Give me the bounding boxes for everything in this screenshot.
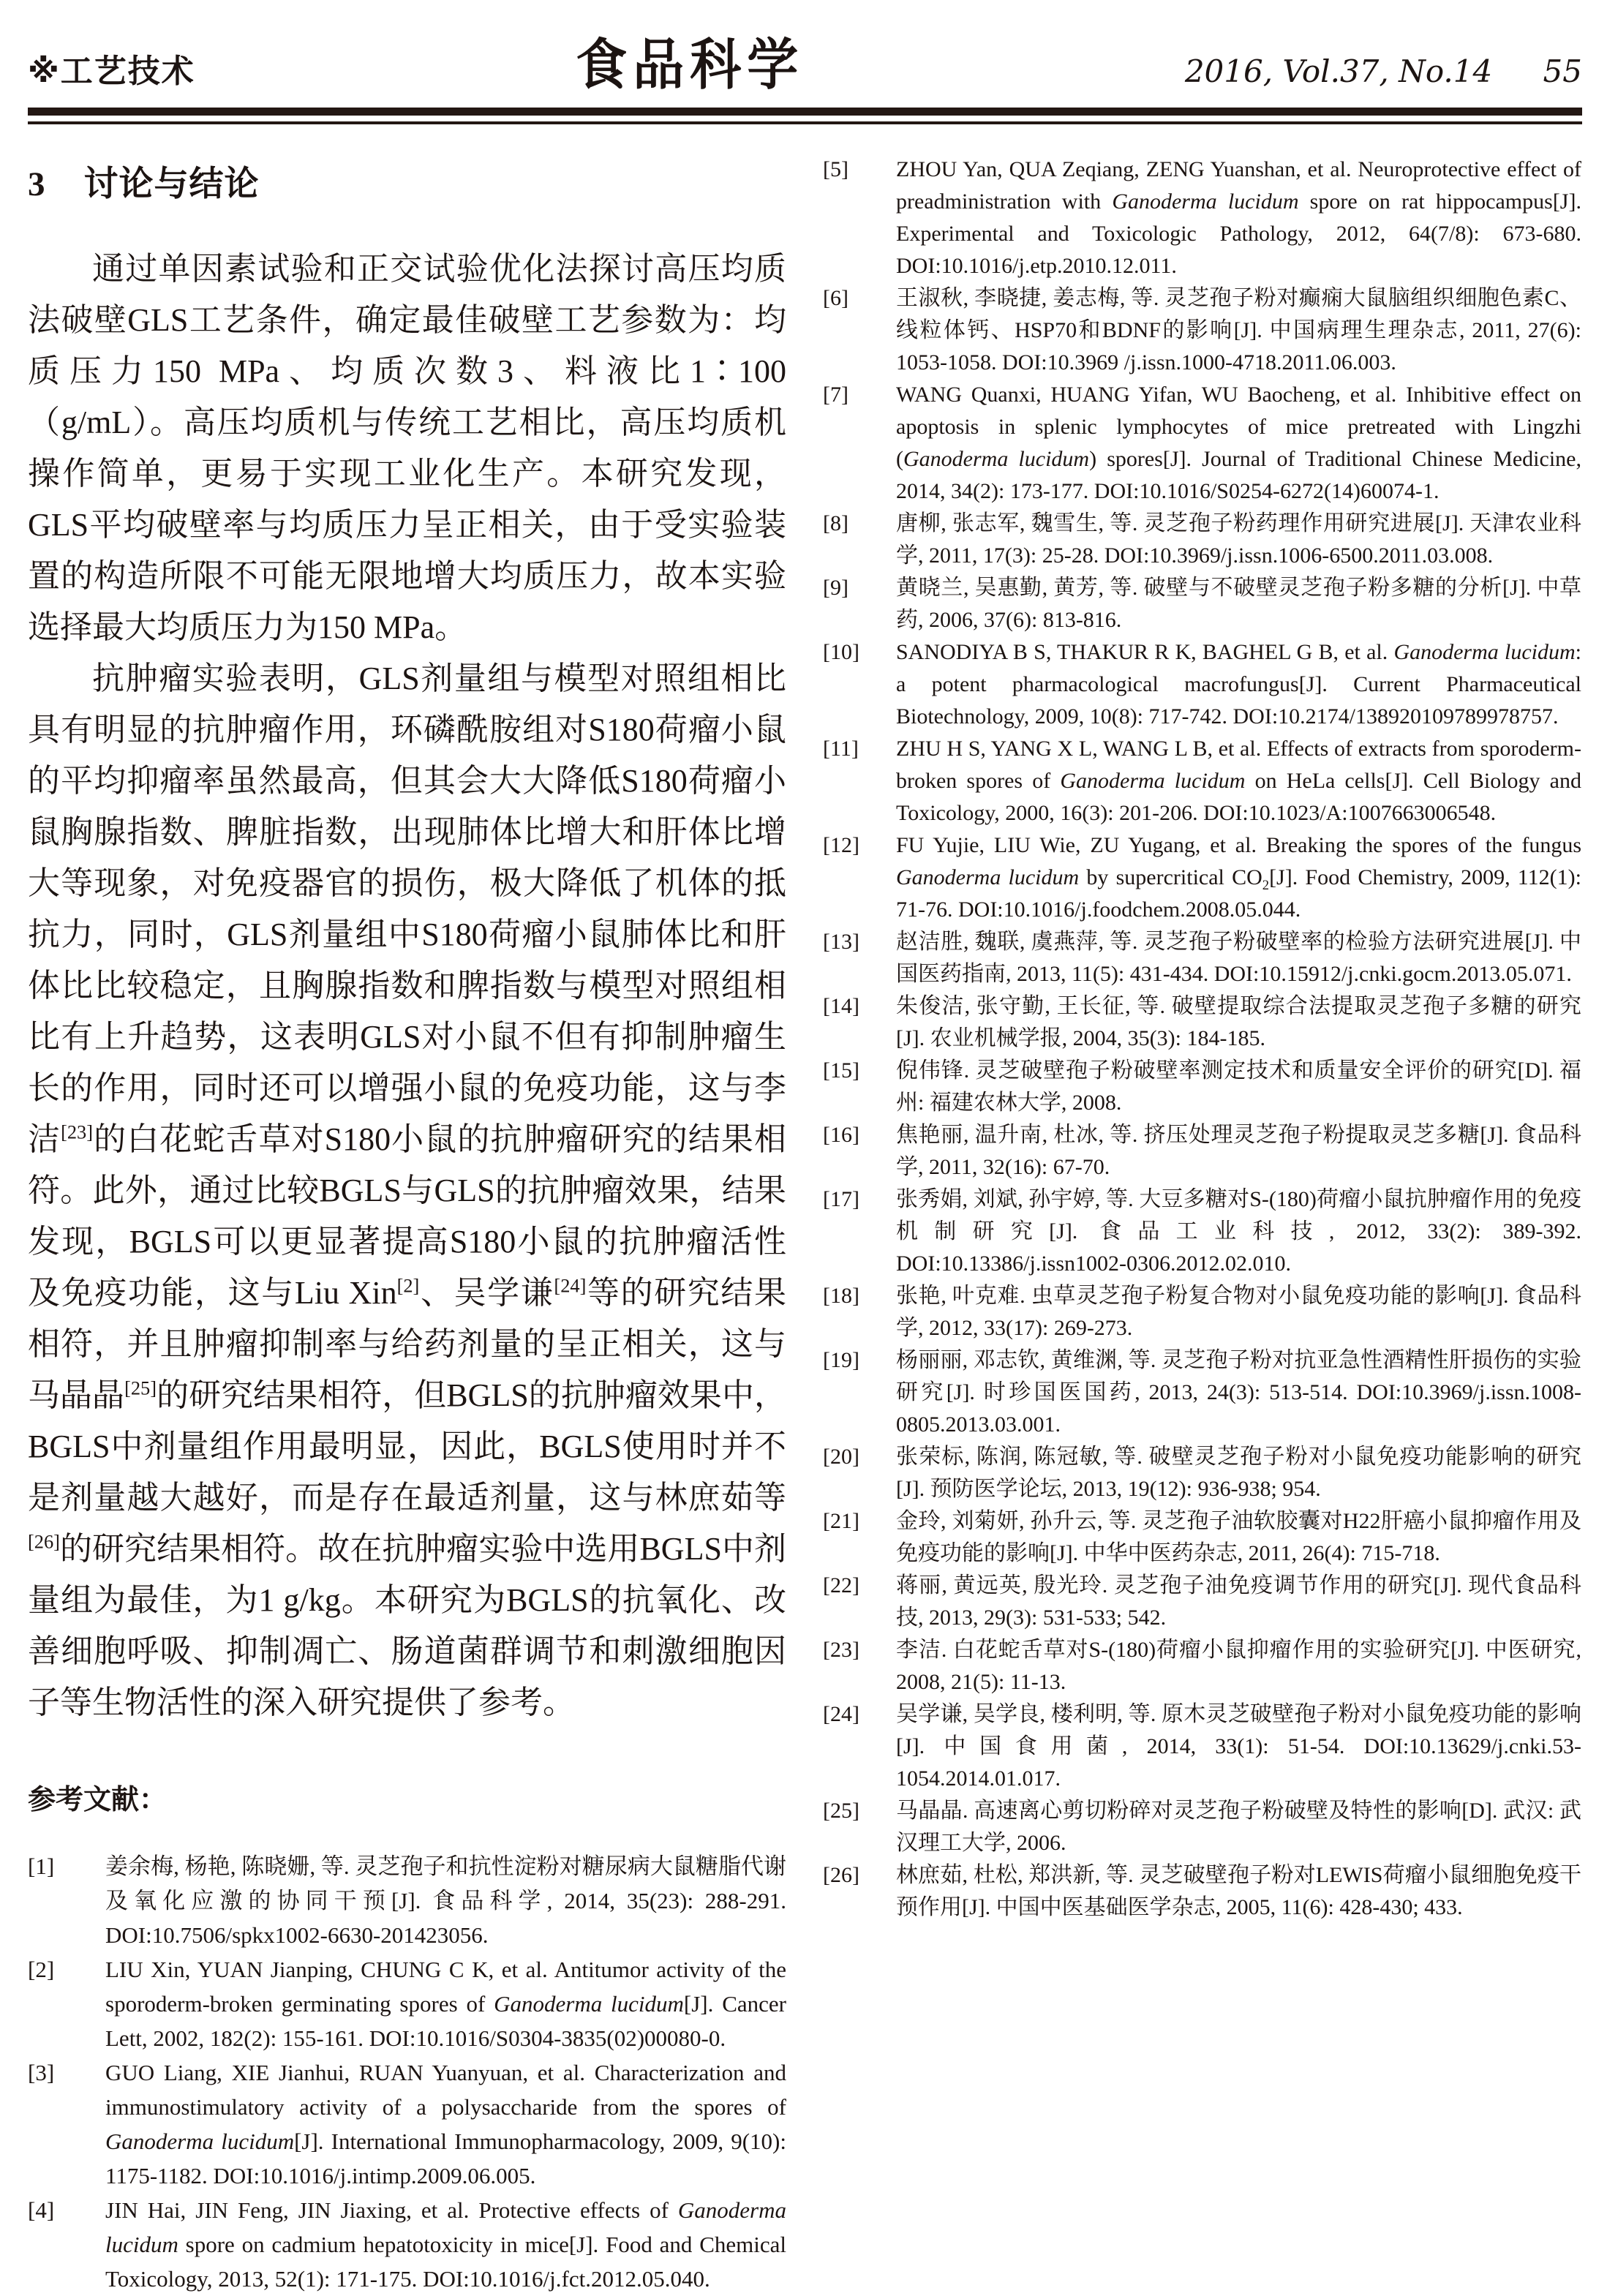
reference-text: [896, 1698, 1581, 1795]
reference-number: [3]: [28, 2060, 55, 2085]
text-run: 张秀娟, 刘斌, 孙宇婷, 等. 大豆多糖对S-(180)荷瘤小鼠抗肿瘤作用的免疫机制研究[J]. 食品工业科技, 2012, 33(2): 389-392. DOI:10.13386/j.issn1002-0306.2012.02.010.: [896, 1187, 1581, 1276]
text-run: 马晶晶. 高速离心剪切粉碎对灵芝孢子粉破壁及特性的影响[D]. 武汉: 武汉理工大学, 2006.: [896, 1799, 1581, 1855]
text-run: ZHU H S, YANG X L, WANG L B, et al. Effects of extracts from sporoderm-broken spores of: [896, 737, 1581, 793]
text-run: 吴学谦, 吴学良, 楼利明, 等. 原木灵芝破壁孢子粉对小鼠免疫功能的影响[J]. 中国食用菌, 2014, 33(1): 51-54. DOI:10.13629/j.cnki.53-1054.2014.01.017.: [896, 1702, 1581, 1791]
reference-text: [896, 1344, 1581, 1441]
reference-number: [19]: [823, 1348, 859, 1372]
reference-text: [896, 636, 1581, 733]
reference-text: [896, 990, 1581, 1055]
references-list-left: [28, 1849, 786, 2296]
text-run: 、吴学谦: [419, 1275, 554, 1311]
reference-number: [11]: [823, 737, 859, 761]
reference-text: [105, 2193, 786, 2296]
text-run: 倪伟锋. 灵芝破壁孢子粉破壁率测定技术和质量安全评价的研究[D]. 福州: 福建农林大学, 2008.: [896, 1058, 1581, 1115]
text-run: GUO Liang, XIE Jianhui, RUAN Yuanyuan, et al. Characterization and immunostimulatory activity of a polysaccharide from the spores of: [105, 2060, 786, 2120]
reference-number: [1]: [28, 1853, 55, 1879]
body-paragraph-1: [28, 244, 786, 653]
text-run: 的研究结果相符。故在抗肿瘤实验中选用BGLS中剂量组为最佳，为1 g/kg。本研究为BGLS的抗氧化、改善细胞呼吸、抑制凋亡、肠道菌群调节和刺激细胞因子等生物活性的深入研究提供了参考。: [28, 1531, 786, 1720]
reference-number: [12]: [823, 833, 859, 857]
reference-number: [17]: [823, 1187, 859, 1211]
citation-superscript: [2]: [396, 1274, 420, 1297]
section-number: 3: [28, 165, 46, 203]
text-run: 唐柳, 张志军, 魏雪生, 等. 灵芝孢子粉药理作用研究进展[J]. 天津农业科学, 2011, 17(3): 25-28. DOI:10.3969/j.issn.1006-6500.2011.03.008.: [896, 511, 1581, 568]
text-run: 的白花蛇舌草对S180小鼠的抗肿瘤研究的结果相符。此外，通过比较BGLS与GLS的抗肿瘤效果，结果发现，BGLS可以更显著提高S180小鼠的抗肿瘤活性及免疫功能，这与Liu Xin: [28, 1121, 786, 1311]
reference-item: [823, 1183, 1581, 1280]
reference-number: [23]: [823, 1638, 859, 1662]
reference-text: [896, 1505, 1581, 1570]
text-run: ) spores[J]. Journal of Traditional Chinese Medicine, 2014, 34(2): 173-177. DOI:10.1016/S0254-6272(14)60074-1.: [896, 447, 1581, 503]
text-run: 黄晓兰, 吴惠勤, 黄芳, 等. 破壁与不破壁灵芝孢子粉多糖的分析[J]. 中草药, 2006, 37(6): 813-816.: [896, 576, 1581, 632]
text-run: [J]. International Immunopharmacology, 2009, 9(10): 1175-1182. DOI:10.1016/j.intimp.2009.06.005.: [105, 2128, 786, 2188]
references-list-right: [823, 154, 1581, 1924]
citation-superscript: [26]: [28, 1530, 60, 1553]
reference-item: [823, 1119, 1581, 1183]
reference-item: [823, 508, 1581, 572]
journal-title: 食品科学: [576, 32, 805, 97]
text-run: 蒋丽, 黄远英, 殷光玲. 灵芝孢子油免疫调节作用的研究[J]. 现代食品科技, 2013, 29(3): 531-533; 542.: [896, 1573, 1581, 1630]
italic-species-name: Ganoderma lucidum: [1060, 769, 1246, 793]
reference-item: [823, 379, 1581, 508]
reference-number: [20]: [823, 1445, 859, 1469]
reference-item: [823, 636, 1581, 733]
page-header: [28, 10, 1582, 97]
text-run: 通过单因素试验和正交试验优化法探讨高压均质法破壁GLS工艺条件，确定最佳破壁工艺参数为：均质压力150 MPa、均质次数3、料液比1∶100（g/mL）。高压均质机与传统工艺相比，高压均质机操作简单，更易于实现工业化生产。本研究发现，GLS平均破壁率与均质压力呈正相关，由于受实验装置的构造所限不可能无限地增大均质压力，故本实验选择最大均质压力为150 MPa。: [28, 251, 786, 645]
text-run: 李洁. 白花蛇舌草对S-(180)荷瘤小鼠抑瘤作用的实验研究[J]. 中医研究, 2008, 21(5): 11-13.: [896, 1638, 1581, 1694]
text-run: SANODIYA B S, THAKUR R K, BAGHEL G B, et al.: [896, 640, 1394, 664]
reference-number: [16]: [823, 1123, 859, 1147]
text-run: spore on rat hippocampus[J]. Experimental and Toxicologic Pathology, 2012, 64(7/8): 673-680. DOI:10.1016/j.etp.2010.12.011.: [896, 189, 1581, 278]
reference-item: [823, 990, 1581, 1055]
reference-item: [823, 1570, 1581, 1634]
references-heading: 参考文献：: [28, 1783, 168, 1815]
reference-text: [896, 733, 1581, 829]
italic-species-name: Ganoderma lucidum: [494, 1991, 684, 2017]
subscript-text: 2: [1262, 878, 1270, 893]
reference-number: [21]: [823, 1509, 859, 1533]
reference-number: [10]: [823, 640, 859, 664]
reference-item: [823, 154, 1581, 282]
reference-number: [22]: [823, 1573, 859, 1597]
right-column: [823, 154, 1581, 2296]
text-run: [J]. Food Chemistry, 2009, 112(1): 71-76. DOI:10.1016/j.foodchem.2008.05.044.: [896, 865, 1581, 922]
reference-number: [25]: [823, 1799, 859, 1823]
reference-number: [13]: [823, 930, 859, 954]
column-section-label: ※工艺技术: [28, 53, 195, 90]
text-run: LIU Xin, YUAN Jianping, CHUNG C K, et al. Antitumor activity of the sporoderm-broken germinating spores of: [105, 1957, 786, 2017]
text-run: 王淑秋, 李晓捷, 姜志梅, 等. 灵芝孢子粉对癫痫大鼠脑组织细胞色素C、线粒体钙、HSP70和BDNF的影响[J]. 中国病理生理杂志, 2011, 27(6): 1053-1058. DOI:10.3969 /j.issn.1000-4718.2011.06.003.: [896, 286, 1581, 374]
text-run: 焦艳丽, 温升南, 杜冰, 等. 挤压处理灵芝孢子粉提取灵芝多糖[J]. 食品科学, 2011, 32(16): 67-70.: [896, 1123, 1581, 1179]
issue-info: 2016, Vol.37, No.14: [1184, 53, 1493, 89]
text-run: 林庶茹, 杜松, 郑洪新, 等. 灵芝破壁孢子粉对LEWIS荷瘤小鼠细胞免疫干预作用[J]. 中国中医基础医学杂志, 2005, 11(6): 428-430; 433.: [896, 1863, 1581, 1919]
reference-number: [6]: [823, 286, 848, 310]
text-run: 朱俊洁, 张守勤, 王长征, 等. 破壁提取综合法提取灵芝孢子多糖的研究[J]. 农业机械学报, 2004, 35(3): 184-185.: [896, 994, 1581, 1050]
text-run: WANG Quanxi, HUANG Yifan, WU Baocheng, et al. Inhibitive effect on apoptosis in splenic lymphocytes of mice pretreated with Lingzhi (: [896, 383, 1581, 471]
reference-number: [18]: [823, 1284, 859, 1308]
italic-species-name: Ganoderma lucidum: [1393, 640, 1576, 664]
reference-item: [823, 1505, 1581, 1570]
reference-item: [823, 1634, 1581, 1698]
text-run: 抗肿瘤实验表明，GLS剂量组与模型对照组相比具有明显的抗肿瘤作用，环磷酰胺组对S180荷瘤小鼠的平均抑瘤率虽然最高，但其会大大降低S180荷瘤小鼠胸腺指数、脾脏指数，出现肺体比增大和肝体比增大等现象，对免疫器官的损伤，极大降低了机体的抵抗力，同时，GLS剂量组中S180荷瘤小鼠肺体比和肝体比比较稳定，且胸腺指数和脾指数与模型对照组相比有上升趋势，这表明GLS对小鼠不但有抑制肿瘤生长的作用，同时还可以增强小鼠的免疫功能，这与李洁: [28, 660, 786, 1157]
text-run: spore on cadmium hepatotoxicity in mice[J]. Food and Chemical Toxicology, 2013, 52(1): 171-175. DOI:10.1016/j.fct.2012.05.040.: [105, 2232, 786, 2292]
reference-item: [823, 733, 1581, 829]
italic-species-name: Ganoderma lucidum: [105, 2128, 295, 2154]
reference-text: [896, 1183, 1581, 1280]
text-run: 金玲, 刘菊妍, 孙升云, 等. 灵芝孢子油软胶囊对H22肝癌小鼠抑瘤作用及免疫功能的影响[J]. 中华中医药杂志, 2011, 26(4): 715-718.: [896, 1509, 1581, 1565]
reference-text: [896, 829, 1581, 926]
reference-number: [8]: [823, 511, 848, 535]
reference-number: [7]: [823, 383, 848, 407]
italic-species-name: Ganoderma lucidum: [1112, 189, 1299, 214]
reference-number: [9]: [823, 576, 848, 600]
reference-text: [896, 1441, 1581, 1505]
citation-superscript: [24]: [554, 1274, 587, 1297]
reference-text: [896, 1119, 1581, 1183]
header-rule-thick: [28, 108, 1582, 116]
reference-text: [105, 2055, 786, 2193]
text-run: by supercritical CO: [1079, 865, 1262, 889]
reference-text: [105, 1849, 786, 1952]
text-run: on HeLa cells[J]. Cell Biology and Toxicology, 2000, 16(3): 201-206. DOI:10.1023/A:1007663006548.: [896, 769, 1581, 825]
left-column: [28, 154, 786, 2296]
two-column-body: [28, 154, 1582, 2296]
reference-text: [105, 1952, 786, 2055]
reference-text: [896, 1055, 1581, 1119]
reference-item: [823, 1859, 1581, 1924]
text-run: 赵洁胜, 魏联, 虞燕萍, 等. 灵芝孢子粉破壁率的检验方法研究进展[J]. 中国医药指南, 2013, 11(5): 431-434. DOI:10.15912/j.cnki.gocm.2013.05.071.: [896, 930, 1581, 986]
text-run: ZHOU Yan, QUA Zeqiang, ZENG Yuanshan, et al. Neuroprotective effect of preadministration with: [896, 157, 1581, 214]
reference-number: [15]: [823, 1058, 859, 1083]
reference-item: [823, 1344, 1581, 1441]
reference-text: [896, 572, 1581, 636]
reference-text: [896, 1795, 1581, 1859]
text-run: 杨丽丽, 邓志钦, 黄维渊, 等. 灵芝孢子粉对抗亚急性酒精性肝损伤的实验研究[J]. 时珍国医国药, 2013, 24(3): 513-514. DOI:10.3969/j.issn.1008-0805.2013.03.001.: [896, 1348, 1581, 1437]
citation-superscript: [25]: [124, 1377, 157, 1399]
reference-text: [896, 508, 1581, 572]
citation-superscript: [23]: [61, 1121, 94, 1143]
text-run: 姜余梅, 杨艳, 陈晓姗, 等. 灵芝孢子和抗性淀粉对糖尿病大鼠糖脂代谢及氧化应激的协同干预[J]. 食品科学, 2014, 35(23): 288-291. DOI:10.7506/spkx1002-6630-201423056.: [105, 1853, 786, 1948]
reference-text: [896, 379, 1581, 508]
reference-text: [896, 154, 1581, 282]
reference-number: [14]: [823, 994, 859, 1018]
reference-text: [896, 1280, 1581, 1344]
reference-item: [823, 926, 1581, 990]
reference-item: [28, 2193, 786, 2296]
reference-item: [823, 1055, 1581, 1119]
reference-item: [823, 1698, 1581, 1795]
body-paragraph-2: [28, 653, 786, 1728]
reference-number: [5]: [823, 157, 848, 181]
text-run: 张艳, 叶克难. 虫草灵芝孢子粉复合物对小鼠免疫功能的影响[J]. 食品科学, 2012, 33(17): 269-273.: [896, 1284, 1581, 1340]
reference-item: [823, 572, 1581, 636]
section-heading: [28, 157, 786, 206]
section-title: 讨论与结论: [83, 165, 260, 203]
reference-item: [28, 1849, 786, 1952]
text-run: : a potent pharmacological macrofungus[J]. Current Pharmaceutical Biotechnology, 2009, 10(8): 717-742. DOI:10.2174/138920109789978757.: [896, 640, 1581, 729]
reference-number: [4]: [28, 2197, 55, 2223]
reference-item: [823, 1795, 1581, 1859]
italic-species-name: Ganoderma lucidum: [105, 2197, 786, 2257]
reference-text: [896, 1859, 1581, 1924]
text-run: JIN Hai, JIN Feng, JIN Jiaxing, et al. Protective effects of: [105, 2197, 678, 2223]
header-rule-thin: [28, 121, 1582, 124]
reference-item: [823, 282, 1581, 379]
italic-species-name: Ganoderma lucidum: [903, 447, 1090, 471]
reference-item: [823, 1441, 1581, 1505]
reference-item: [28, 1952, 786, 2055]
text-run: FU Yujie, LIU Wie, ZU Yugang, et al. Breaking the spores of the fungus: [896, 833, 1581, 857]
reference-number: [24]: [823, 1702, 859, 1726]
reference-text: [896, 1570, 1581, 1634]
text-run: [J]. Cancer Lett, 2002, 182(2): 155-161. DOI:10.1016/S0304-3835(02)00080-0.: [105, 1991, 786, 2051]
reference-item: [823, 829, 1581, 926]
italic-species-name: Ganoderma lucidum: [896, 865, 1080, 889]
reference-number: [2]: [28, 1957, 55, 1982]
text-run: 等的研究结果相符，并且肿瘤抑制率与给药剂量的呈正相关，这与马晶晶: [28, 1275, 787, 1413]
reference-text: [896, 926, 1581, 990]
text-run: 张荣标, 陈润, 陈冠敏, 等. 破壁灵芝孢子粉对小鼠免疫功能影响的研究[J]. 预防医学论坛, 2013, 19(12): 936-938; 954.: [896, 1445, 1581, 1501]
reference-number: [26]: [823, 1863, 859, 1887]
reference-item: [823, 1280, 1581, 1344]
reference-item: [28, 2055, 786, 2193]
reference-text: [896, 282, 1581, 379]
reference-text: [896, 1634, 1581, 1698]
page-number: 55: [1543, 53, 1582, 89]
issue-pagination: [1185, 53, 1582, 89]
text-run: 的研究结果相符，但BGLS的抗肿瘤效果中，BGLS中剂量组作用最明显，因此，BGLS使用时并不是剂量越大越好，而是存在最适剂量，这与林庶茹等: [28, 1377, 786, 1516]
